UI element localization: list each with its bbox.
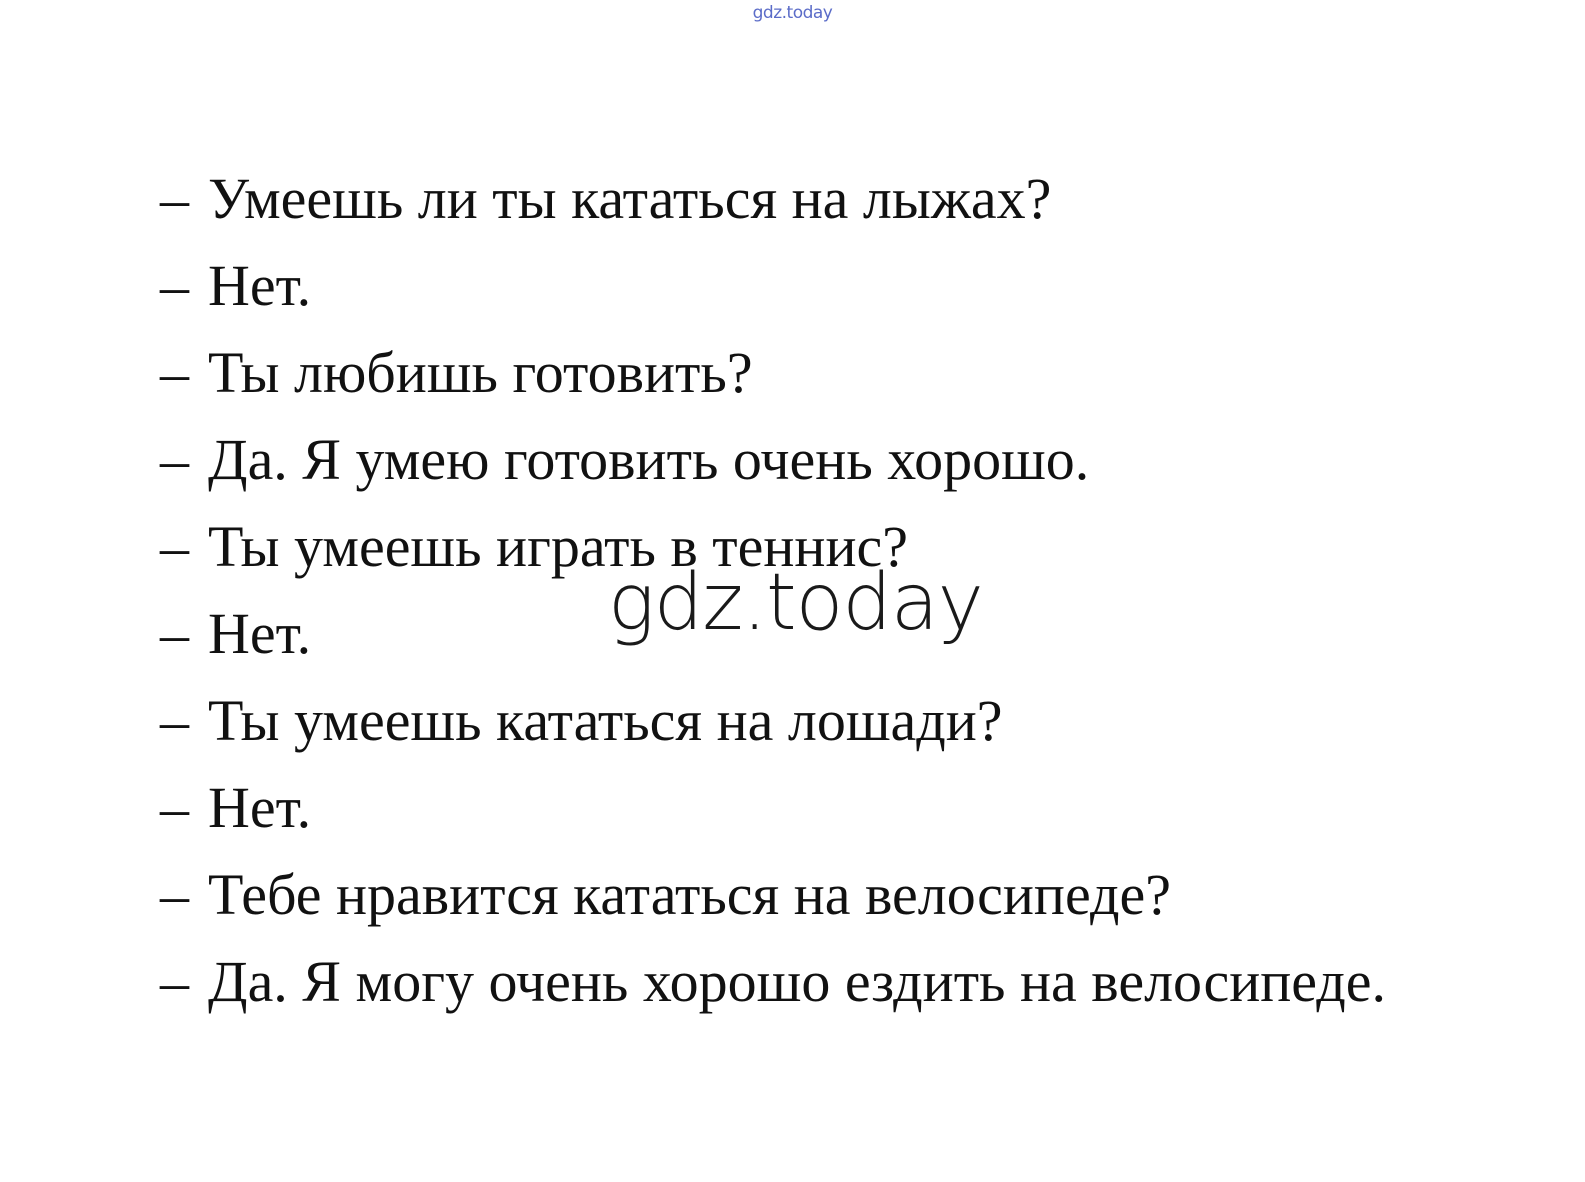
- dialogue-text: Нет.: [208, 253, 312, 318]
- dialogue-text: Ты умеешь кататься на лошади?: [208, 688, 1003, 753]
- dialogue-text: Умеешь ли ты кататься на лыжах?: [208, 166, 1052, 231]
- dialogue-dash: –: [160, 340, 189, 405]
- dialogue-text: Нет.: [208, 775, 312, 840]
- dialogue-text: Ты любишь готовить?: [208, 340, 753, 405]
- dialogue-line: [160, 856, 1500, 943]
- top-watermark: gdz.today: [752, 3, 833, 23]
- dialogue-text: Нет.: [208, 601, 312, 666]
- dialogue-dash: –: [160, 514, 189, 579]
- dialogue-text: Ты умеешь играть в теннис?: [208, 514, 908, 579]
- center-watermark: gdz.today: [608, 558, 983, 648]
- dialogue-dash: –: [160, 862, 189, 927]
- dialogue-line: [160, 160, 1500, 247]
- dialogue-line: [160, 421, 1500, 508]
- dialogue-line: [160, 943, 1500, 1030]
- dialogue-dash: –: [160, 427, 189, 492]
- dialogue-text: Да. Я умею готовить очень хорошо.: [208, 427, 1090, 492]
- dialogue-line: [160, 247, 1500, 334]
- dialogue-dash: –: [160, 949, 189, 1014]
- dialogue-dash: –: [160, 166, 189, 231]
- dialogue-line: [160, 334, 1500, 421]
- dialogue-text: Тебе нравится кататься на велосипеде?: [208, 862, 1171, 927]
- dialogue-line: [160, 682, 1500, 769]
- dialogue-text: Да. Я могу очень хорошо ездить на велосипеде.: [208, 949, 1387, 1014]
- dialogue-dash: –: [160, 775, 189, 840]
- dialogue-dash: –: [160, 253, 189, 318]
- dialogue-dash: –: [160, 601, 189, 666]
- dialogue-dash: –: [160, 688, 189, 753]
- dialogue-line: [160, 769, 1500, 856]
